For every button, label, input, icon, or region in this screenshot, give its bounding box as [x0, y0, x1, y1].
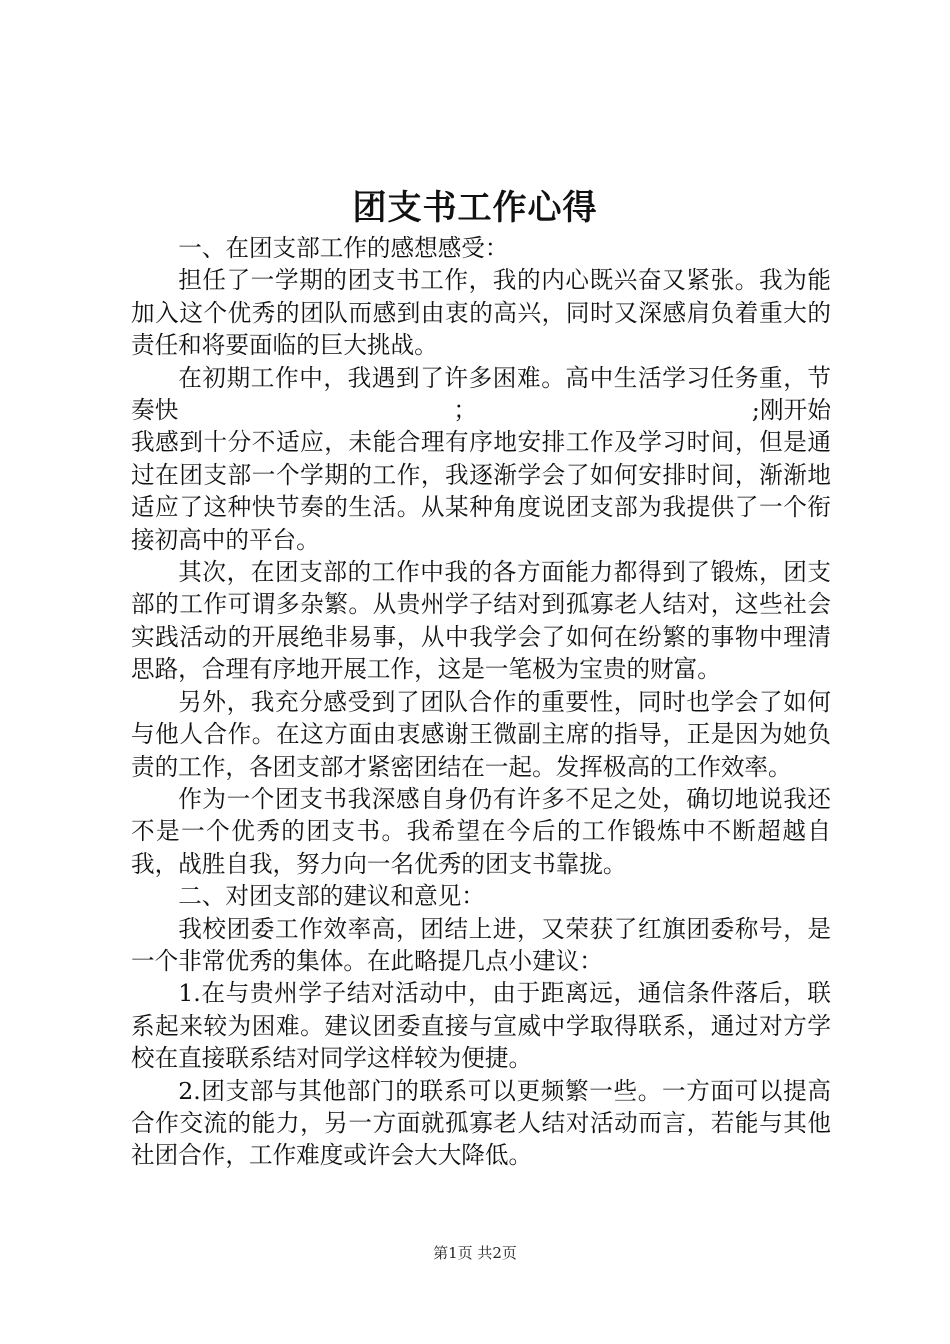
paragraph: 我校团委工作效率高，团结上进，又荣获了红旗团委称号，是一个非常优秀的集体。在此略提几点小建议：: [131, 914, 831, 975]
document-title: 团支书工作心得: [352, 188, 598, 228]
paragraph: 1.在与贵州学子结对活动中，由于距离远，通信条件落后，联系起来较为困难。建议团委直接与宣威中学取得联系，通过对方学校在直接联系结对同学这样较为便捷。: [131, 979, 831, 1073]
page-footer: 第1页 共2页: [433, 1244, 517, 1262]
paragraph: 其次，在团支部的工作中我的各方面能力都得到了锻炼，团支部的工作可谓多杂繁。从贵州学子结对到孤寡老人结对，这些社会实践活动的开展绝非易事，从中我学会了如何在纷繁的事物中理清思路，合理有序地开展工作，这是一笔极为宝贵的财富。: [131, 558, 831, 684]
paragraph: 担任了一学期的团支书工作，我的内心既兴奋又紧张。我为能加入这个优秀的团队而感到由衷的高兴，同时又深感肩负着重大的责任和将要面临的巨大挑战。: [131, 266, 831, 360]
paragraph: 作为一个团支书我深感自身仍有许多不足之处，确切地说我还不是一个优秀的团支书。我希望在今后的工作锻炼中不断超越自我，战胜自我，努力向一名优秀的团支书靠拢。: [131, 784, 831, 878]
paragraph: 另外，我充分感受到了团队合作的重要性，同时也学会了如何与他人合作。在这方面由衷感谢王微副主席的指导，正是因为她负责的工作，各团支部才紧密团结在一起。发挥极高的工作效率。: [131, 687, 831, 781]
document-body: [131, 232, 831, 1172]
section-heading-1: 一、在团支部工作的感想感受：: [178, 234, 509, 262]
paragraph: 在初期工作中，我遇到了许多困难。高中生活学习任务重，节奏快 ； ;刚开始我感到十分不适应，未能合理有序地安排工作及学习时间，但是通过在团支部一个学期的工作，我逐渐学会了如何安排时间，渐渐地适应了这种快节奏的生活。从某种角度说团支部为我提供了一个衔接初高中的平台。: [131, 363, 831, 554]
paragraph: 2.团支部与其他部门的联系可以更频繁一些。一方面可以提高合作交流的能力，另一方面就孤寡老人结对活动而言，若能与其他社团合作，工作难度或许会大大降低。: [131, 1076, 831, 1170]
section-heading-2: 二、对团支部的建议和意见：: [178, 882, 485, 911]
